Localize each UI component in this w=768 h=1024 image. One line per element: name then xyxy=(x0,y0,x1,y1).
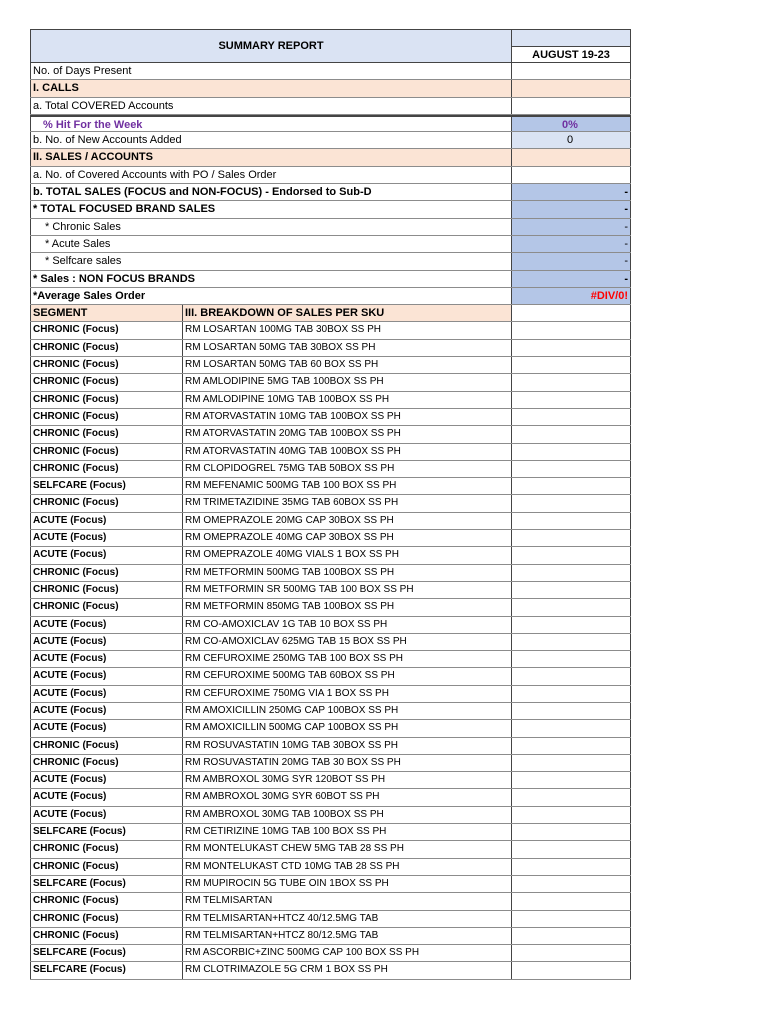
sku-value-cell[interactable] xyxy=(511,738,631,754)
segment-cell[interactable]: ACUTE (Focus) xyxy=(30,789,182,805)
summary-row xyxy=(30,149,631,166)
summary-value[interactable] xyxy=(511,149,631,165)
sku-cell[interactable]: RM METFORMIN 500MG TAB 100BOX SS PH xyxy=(182,565,511,581)
sku-row xyxy=(30,945,631,962)
sku-row xyxy=(30,738,631,755)
summary-label[interactable]: No. of Days Present xyxy=(30,63,511,79)
sku-cell[interactable]: RM TELMISARTAN+HTCZ 80/12.5MG TAB xyxy=(182,928,511,944)
segment-cell[interactable]: SELFCARE (Focus) xyxy=(30,945,182,961)
sku-cell[interactable]: RM CO-AMOXICLAV 625MG TAB 15 BOX SS PH xyxy=(182,634,511,650)
segment-cell[interactable]: ACUTE (Focus) xyxy=(30,703,182,719)
sku-row xyxy=(30,686,631,703)
summary-label[interactable]: II. SALES / ACCOUNTS xyxy=(30,149,511,165)
summary-value[interactable]: 0% xyxy=(511,117,631,131)
summary-row xyxy=(30,80,631,97)
sku-row xyxy=(30,859,631,876)
sku-row xyxy=(30,565,631,582)
sku-value-cell[interactable] xyxy=(511,478,631,494)
sku-row xyxy=(30,824,631,841)
summary-label[interactable]: * Acute Sales xyxy=(30,236,511,252)
sku-cell[interactable]: RM TRIMETAZIDINE 35MG TAB 60BOX SS PH xyxy=(182,495,511,511)
sku-cell[interactable]: RM ROSUVASTATIN 10MG TAB 30BOX SS PH xyxy=(182,738,511,754)
segment-cell[interactable]: CHRONIC (Focus) xyxy=(30,426,182,442)
sku-row xyxy=(30,807,631,824)
sku-value-cell[interactable] xyxy=(511,928,631,944)
summary-value[interactable] xyxy=(511,98,631,114)
sku-cell[interactable]: RM TELMISARTAN xyxy=(182,893,511,909)
summary-row xyxy=(30,288,631,305)
segment-cell[interactable]: CHRONIC (Focus) xyxy=(30,859,182,875)
sku-cell[interactable]: RM ASCORBIC+ZINC 500MG CAP 100 BOX SS PH xyxy=(182,945,511,961)
sku-row xyxy=(30,789,631,806)
sku-cell[interactable]: RM MEFENAMIC 500MG TAB 100 BOX SS PH xyxy=(182,478,511,494)
summary-section xyxy=(30,63,631,305)
summary-label[interactable]: b. TOTAL SALES (FOCUS and NON-FOCUS) - Endorsed to Sub-D xyxy=(30,184,511,200)
segment-cell[interactable]: CHRONIC (Focus) xyxy=(30,755,182,771)
sku-cell[interactable]: RM AMLODIPINE 5MG TAB 100BOX SS PH xyxy=(182,374,511,390)
sku-cell[interactable]: RM CLOPIDOGREL 75MG TAB 50BOX SS PH xyxy=(182,461,511,477)
sku-cell[interactable]: RM AMBROXOL 30MG TAB 100BOX SS PH xyxy=(182,807,511,823)
summary-label[interactable]: * Chronic Sales xyxy=(30,219,511,235)
sku-cell[interactable]: RM AMBROXOL 30MG SYR 120BOT SS PH xyxy=(182,772,511,788)
segment-cell[interactable]: SELFCARE (Focus) xyxy=(30,962,182,978)
segment-cell[interactable]: CHRONIC (Focus) xyxy=(30,461,182,477)
segment-cell[interactable]: CHRONIC (Focus) xyxy=(30,409,182,425)
segment-cell[interactable]: ACUTE (Focus) xyxy=(30,720,182,736)
sku-value-cell[interactable] xyxy=(511,340,631,356)
period-header-top-cell[interactable] xyxy=(512,30,630,47)
summary-label[interactable]: a. No. of Covered Accounts with PO / Sales Order xyxy=(30,167,511,183)
segment-cell[interactable]: CHRONIC (Focus) xyxy=(30,893,182,909)
summary-value[interactable]: - xyxy=(511,219,631,235)
sku-cell[interactable]: RM AMLODIPINE 10MG TAB 100BOX SS PH xyxy=(182,392,511,408)
sku-value-cell[interactable] xyxy=(511,841,631,857)
sku-value-cell[interactable] xyxy=(511,374,631,390)
sku-value-cell[interactable] xyxy=(511,322,631,338)
summary-row xyxy=(30,201,631,218)
sku-row xyxy=(30,495,631,512)
segment-cell[interactable]: CHRONIC (Focus) xyxy=(30,495,182,511)
sku-value-cell[interactable] xyxy=(511,911,631,927)
summary-label[interactable]: % Hit For the Week xyxy=(30,117,511,131)
sku-row xyxy=(30,582,631,599)
segment-cell[interactable]: CHRONIC (Focus) xyxy=(30,841,182,857)
segment-cell[interactable]: ACUTE (Focus) xyxy=(30,513,182,529)
segment-cell[interactable]: ACUTE (Focus) xyxy=(30,547,182,563)
summary-value[interactable] xyxy=(511,167,631,183)
sku-row xyxy=(30,772,631,789)
summary-row xyxy=(30,253,631,270)
period-header xyxy=(511,30,631,62)
summary-row xyxy=(30,184,631,201)
summary-row xyxy=(30,132,631,149)
sku-row xyxy=(30,962,631,979)
sku-value-cell[interactable] xyxy=(511,945,631,961)
breakdown-header-row xyxy=(30,305,631,322)
segment-cell[interactable]: ACUTE (Focus) xyxy=(30,686,182,702)
sku-value-cell[interactable] xyxy=(511,444,631,460)
sku-value-cell[interactable] xyxy=(511,461,631,477)
summary-value[interactable]: - xyxy=(511,201,631,217)
segment-cell[interactable]: CHRONIC (Focus) xyxy=(30,565,182,581)
report-header xyxy=(30,29,631,63)
sku-row xyxy=(30,599,631,616)
sku-row xyxy=(30,634,631,651)
summary-label[interactable]: *Average Sales Order xyxy=(30,288,511,304)
sku-row xyxy=(30,357,631,374)
summary-row xyxy=(30,63,631,80)
sku-value-cell[interactable] xyxy=(511,599,631,615)
sku-row xyxy=(30,340,631,357)
sku-row xyxy=(30,547,631,564)
summary-label[interactable]: a. Total COVERED Accounts xyxy=(30,98,511,114)
segment-cell[interactable]: CHRONIC (Focus) xyxy=(30,599,182,615)
sku-row xyxy=(30,841,631,858)
segment-cell[interactable]: ACUTE (Focus) xyxy=(30,634,182,650)
sku-value-cell[interactable] xyxy=(511,409,631,425)
segment-cell[interactable]: ACUTE (Focus) xyxy=(30,668,182,684)
sku-value-cell[interactable] xyxy=(511,426,631,442)
segment-cell[interactable]: ACUTE (Focus) xyxy=(30,651,182,667)
segment-cell[interactable]: CHRONIC (Focus) xyxy=(30,911,182,927)
breakdown-value-header[interactable] xyxy=(511,305,631,321)
summary-row xyxy=(30,271,631,288)
sku-value-cell[interactable] xyxy=(511,755,631,771)
segment-cell[interactable]: ACUTE (Focus) xyxy=(30,617,182,633)
sku-value-cell[interactable] xyxy=(511,357,631,373)
segment-cell[interactable]: ACUTE (Focus) xyxy=(30,772,182,788)
sku-value-cell[interactable] xyxy=(511,686,631,702)
sku-breakdown-header[interactable]: III. BREAKDOWN OF SALES PER SKU xyxy=(182,305,511,321)
sku-value-cell[interactable] xyxy=(511,495,631,511)
sku-value-cell[interactable] xyxy=(511,547,631,563)
summary-value[interactable]: - xyxy=(511,236,631,252)
sku-row xyxy=(30,720,631,737)
sku-cell[interactable]: RM METFORMIN 850MG TAB 100BOX SS PH xyxy=(182,599,511,615)
sku-cell[interactable]: RM CEFUROXIME 750MG VIA 1 BOX SS PH xyxy=(182,686,511,702)
sku-row xyxy=(30,444,631,461)
segment-cell[interactable]: CHRONIC (Focus) xyxy=(30,582,182,598)
sku-value-cell[interactable] xyxy=(511,651,631,667)
sku-cell[interactable]: RM AMOXICILLIN 250MG CAP 100BOX SS PH xyxy=(182,703,511,719)
sku-cell[interactable]: RM MONTELUKAST CTD 10MG TAB 28 SS PH xyxy=(182,859,511,875)
sku-value-cell[interactable] xyxy=(511,772,631,788)
sku-cell[interactable]: RM MONTELUKAST CHEW 5MG TAB 28 SS PH xyxy=(182,841,511,857)
sku-cell[interactable]: RM OMEPRAZOLE 40MG VIALS 1 BOX SS PH xyxy=(182,547,511,563)
sku-value-cell[interactable] xyxy=(511,720,631,736)
sku-row xyxy=(30,461,631,478)
sku-row xyxy=(30,617,631,634)
sku-value-cell[interactable] xyxy=(511,513,631,529)
sku-cell[interactable]: RM ATORVASTATIN 10MG TAB 100BOX SS PH xyxy=(182,409,511,425)
sku-row xyxy=(30,876,631,893)
segment-cell[interactable]: ACUTE (Focus) xyxy=(30,530,182,546)
summary-label[interactable]: * Selfcare sales xyxy=(30,253,511,269)
summary-value[interactable]: - xyxy=(511,253,631,269)
period-label[interactable]: AUGUST 19-23 xyxy=(532,48,610,61)
sku-cell[interactable]: RM AMBROXOL 30MG SYR 60BOT SS PH xyxy=(182,789,511,805)
sku-row xyxy=(30,651,631,668)
segment-cell[interactable]: CHRONIC (Focus) xyxy=(30,444,182,460)
sku-cell[interactable]: RM LOSARTAN 50MG TAB 60 BOX SS PH xyxy=(182,357,511,373)
sku-row xyxy=(30,392,631,409)
segment-cell[interactable]: SELFCARE (Focus) xyxy=(30,478,182,494)
sku-value-cell[interactable] xyxy=(511,859,631,875)
sku-value-cell[interactable] xyxy=(511,962,631,978)
sku-breakdown-section xyxy=(30,322,631,979)
sku-value-cell[interactable] xyxy=(511,530,631,546)
sku-cell[interactable]: RM CETIRIZINE 10MG TAB 100 BOX SS PH xyxy=(182,824,511,840)
sku-value-cell[interactable] xyxy=(511,634,631,650)
segment-header[interactable]: SEGMENT xyxy=(30,305,182,321)
sku-row xyxy=(30,426,631,443)
sku-cell[interactable]: RM METFORMIN SR 500MG TAB 100 BOX SS PH xyxy=(182,582,511,598)
summary-value[interactable] xyxy=(511,80,631,96)
sku-row xyxy=(30,513,631,530)
summary-row xyxy=(30,115,631,132)
sku-cell[interactable]: RM ATORVASTATIN 20MG TAB 100BOX SS PH xyxy=(182,426,511,442)
sku-row xyxy=(30,530,631,547)
sku-cell[interactable]: RM OMEPRAZOLE 20MG CAP 30BOX SS PH xyxy=(182,513,511,529)
sku-value-cell[interactable] xyxy=(511,824,631,840)
sku-cell[interactable]: RM OMEPRAZOLE 40MG CAP 30BOX SS PH xyxy=(182,530,511,546)
sku-row xyxy=(30,893,631,910)
summary-value[interactable] xyxy=(511,63,631,79)
sku-cell[interactable]: RM LOSARTAN 100MG TAB 30BOX SS PH xyxy=(182,322,511,338)
sku-value-cell[interactable] xyxy=(511,668,631,684)
sku-cell[interactable]: RM CEFUROXIME 500MG TAB 60BOX SS PH xyxy=(182,668,511,684)
sku-value-cell[interactable] xyxy=(511,876,631,892)
segment-cell[interactable]: CHRONIC (Focus) xyxy=(30,392,182,408)
sku-row xyxy=(30,928,631,945)
segment-cell[interactable]: SELFCARE (Focus) xyxy=(30,824,182,840)
sku-value-cell[interactable] xyxy=(511,582,631,598)
summary-label[interactable]: * Sales : NON FOCUS BRANDS xyxy=(30,271,511,287)
summary-value[interactable]: - xyxy=(511,184,631,200)
sku-value-cell[interactable] xyxy=(511,807,631,823)
sku-cell[interactable]: RM MUPIROCIN 5G TUBE OIN 1BOX SS PH xyxy=(182,876,511,892)
segment-cell[interactable]: ACUTE (Focus) xyxy=(30,807,182,823)
summary-label[interactable]: I. CALLS xyxy=(30,80,511,96)
summary-label[interactable]: * TOTAL FOCUSED BRAND SALES xyxy=(30,201,511,217)
sku-row xyxy=(30,322,631,339)
segment-cell[interactable]: CHRONIC (Focus) xyxy=(30,357,182,373)
sku-cell[interactable]: RM ROSUVASTATIN 20MG TAB 30 BOX SS PH xyxy=(182,755,511,771)
summary-value[interactable]: - xyxy=(511,271,631,287)
summary-row xyxy=(30,236,631,253)
sku-row xyxy=(30,668,631,685)
sku-row xyxy=(30,478,631,495)
sku-value-cell[interactable] xyxy=(511,893,631,909)
sku-value-cell[interactable] xyxy=(511,703,631,719)
sku-value-cell[interactable] xyxy=(511,789,631,805)
segment-cell[interactable]: CHRONIC (Focus) xyxy=(30,322,182,338)
summary-value[interactable]: 0 xyxy=(511,132,631,148)
sku-row xyxy=(30,409,631,426)
sku-value-cell[interactable] xyxy=(511,617,631,633)
sku-row xyxy=(30,755,631,772)
segment-cell[interactable]: CHRONIC (Focus) xyxy=(30,928,182,944)
sku-cell[interactable]: RM LOSARTAN 50MG TAB 30BOX SS PH xyxy=(182,340,511,356)
sku-cell[interactable]: RM CO-AMOXICLAV 1G TAB 10 BOX SS PH xyxy=(182,617,511,633)
summary-value[interactable]: #DIV/0! xyxy=(511,288,631,304)
segment-cell[interactable]: CHRONIC (Focus) xyxy=(30,374,182,390)
segment-cell[interactable]: CHRONIC (Focus) xyxy=(30,738,182,754)
sku-cell[interactable]: RM TELMISARTAN+HTCZ 40/12.5MG TAB xyxy=(182,911,511,927)
summary-row xyxy=(30,219,631,236)
summary-report-sheet xyxy=(30,29,631,980)
segment-cell[interactable]: CHRONIC (Focus) xyxy=(30,340,182,356)
summary-row xyxy=(30,98,631,115)
report-title[interactable]: SUMMARY REPORT xyxy=(30,30,511,62)
sku-value-cell[interactable] xyxy=(511,565,631,581)
sku-cell[interactable]: RM AMOXICILLIN 500MG CAP 100BOX SS PH xyxy=(182,720,511,736)
sku-cell[interactable]: RM CEFUROXIME 250MG TAB 100 BOX SS PH xyxy=(182,651,511,667)
summary-label[interactable]: b. No. of New Accounts Added xyxy=(30,132,511,148)
sku-row xyxy=(30,911,631,928)
sku-row xyxy=(30,374,631,391)
segment-cell[interactable]: SELFCARE (Focus) xyxy=(30,876,182,892)
sku-cell[interactable]: RM CLOTRIMAZOLE 5G CRM 1 BOX SS PH xyxy=(182,962,511,978)
summary-row xyxy=(30,167,631,184)
sku-row xyxy=(30,703,631,720)
sku-cell[interactable]: RM ATORVASTATIN 40MG TAB 100BOX SS PH xyxy=(182,444,511,460)
sku-value-cell[interactable] xyxy=(511,392,631,408)
